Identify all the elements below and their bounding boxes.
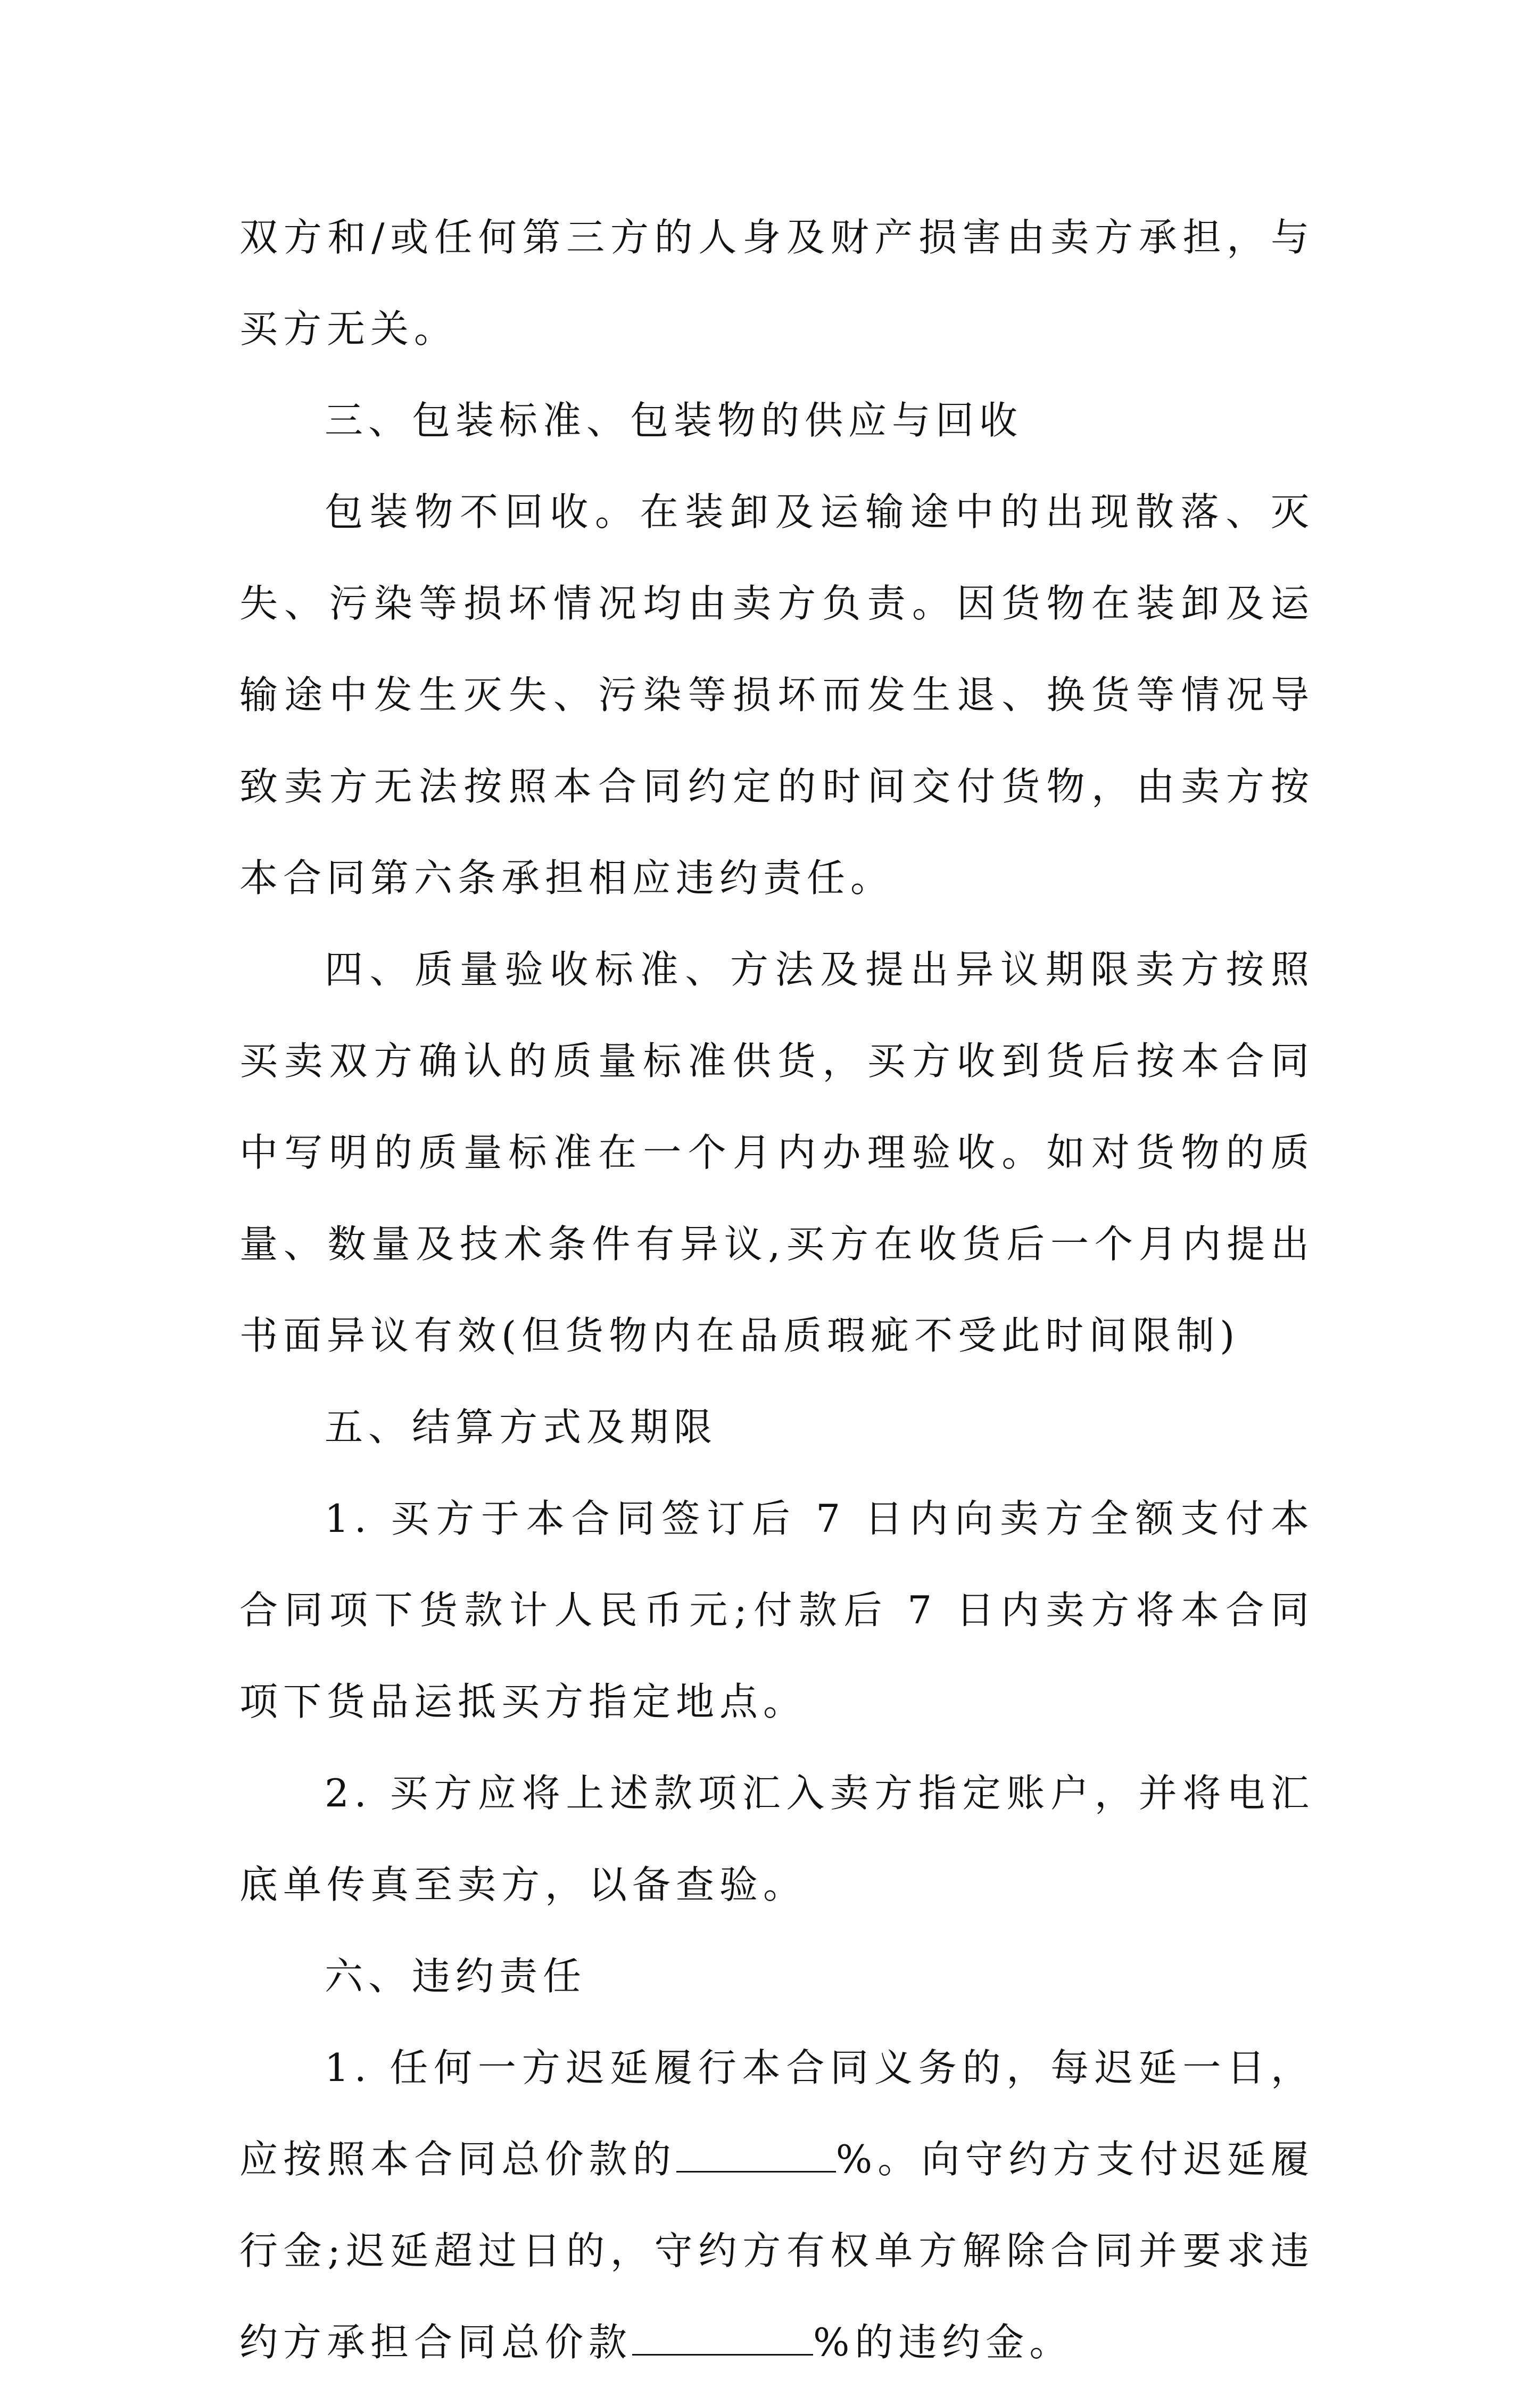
- paragraph-packaging: 包装物不回收。在装卸及运输途中的出现散落、灭失、污染等损坏情况均由卖方负责。因货物在装卸及运输途中发生灭失、污染等损坏而发生退、换货等情况导致卖方无法按照本合同约定的时间交付货物，由卖方按本合同第六条承担相应违约责任。: [239, 490, 1314, 900]
- paragraph-quality-inspection: 四、质量验收标准、方法及提出异议期限卖方按照买卖双方确认的质量标准供货，买方收到货后按本合同中写明的质量标准在一个月内办理验收。如对货物的质量、数量及技术条件有异议,买方在收货后一个月内提出书面异议有效(但货物内在品质瑕疵不受此时间限制): [239, 947, 1314, 1358]
- breach-text-part-1: 1. 任何一方迟延履行本合同义务的，每迟延一日，应按照本合同总价款的: [239, 2045, 1314, 2182]
- paragraph-breach-1: [239, 2022, 1314, 2388]
- blank-line-delay-percent: [676, 2139, 836, 2173]
- paragraph-settlement-2: 2. 买方应将上述款项汇入卖方指定账户，并将电汇底单传真至卖方，以备查验。: [239, 1771, 1314, 1907]
- breach-text-part-3: %的违约金。: [813, 2320, 1073, 2365]
- paragraph-settlement-1: 1. 买方于本合同签订后 7 日内向卖方全额支付本合同项下货款计人民币元;付款后 7 日内卖方将本合同项下货品运抵买方指定地点。: [239, 1496, 1314, 1724]
- breach-text-part-2: %。向守约方支付迟延履行金;迟延超过日的，守约方有权单方解除合同并要求违约方承担合同总价款: [239, 2137, 1314, 2365]
- blank-line-penalty-percent: [632, 2322, 813, 2356]
- heading-packaging: 三、包装标准、包装物的供应与回收: [325, 398, 1023, 443]
- paragraph-liability-continuation: 双方和/或任何第三方的人身及财产损害由卖方承担，与买方无关。: [239, 215, 1314, 351]
- heading-breach: 六、违约责任: [325, 1954, 587, 1999]
- document-body: [239, 192, 1314, 2388]
- heading-settlement: 五、结算方式及期限: [325, 1405, 718, 1449]
